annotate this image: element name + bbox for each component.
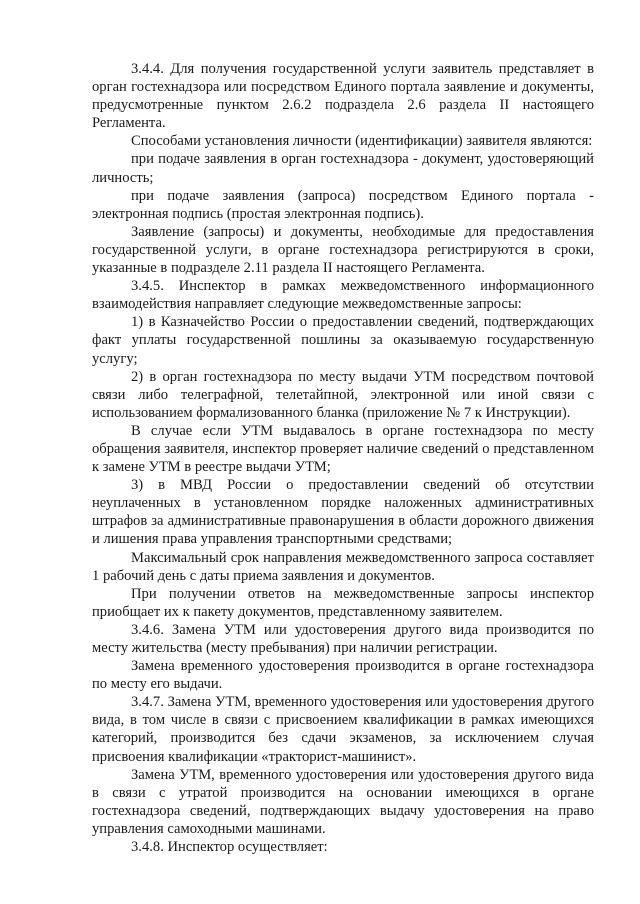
paragraph-same-office-case: В случае если УТМ выдавалось в органе гостехнадзора по месту обращения заявителя, инспектор проверяет наличие сведений о представленном к замене УТМ в реестре выдачи УТМ; bbox=[92, 422, 594, 476]
paragraph-identification-methods: Способами установления личности (идентификации) заявителя являются: bbox=[131, 133, 593, 150]
paragraph-responses: При получении ответов на межведомственные запросы инспектор приобщает их к пакету документов, представленному заявителем. bbox=[92, 585, 594, 620]
paragraph-identification-office: при подаче заявления в орган гостехнадзора - документ, удостоверяющий личность; bbox=[92, 151, 594, 186]
document-page bbox=[92, 60, 594, 856]
paragraph-3-4-5: 3.4.5. Инспектор в рамках межведомственного информационного взаимодействия направляет следующие межведомственные запросы: bbox=[92, 278, 594, 313]
paragraph-request-treasury: 1) в Казначейство России о предоставлении сведений, подтверждающих факт уплаты государственной пошлины за оказываемую государственную услугу; bbox=[92, 314, 594, 367]
paragraph-request-gostekhnadzor: 2) в орган гостехнадзора по месту выдачи УТМ посредством почтовой связи либо телеграфной, телетайпной, электронной или иной связи с использованием формализованного бланка (приложение № 7 к Инструкции). bbox=[92, 368, 594, 421]
paragraph-temporary-replacement: Замена временного удостоверения производится в органе гостехнадзора по месту его выдачи. bbox=[92, 658, 594, 693]
paragraph-registration: Заявление (запросы) и документы, необходимые для предоставления государственной услуги, в органе гостехнадзора регистрируются в сроки, указанные в подразделе 2.11 раздела II настоящего Регламента. bbox=[92, 223, 594, 277]
paragraph-max-term: Максимальный срок направления межведомственного запроса составляет 1 рабочий день с даты приема заявления и документов. bbox=[92, 549, 594, 584]
paragraph-3-4-7: 3.4.7. Замена УТМ, временного удостоверения или удостоверения другого вида, в том числе в связи с присвоением квалификации в рамках имеющихся категорий, производится без сдачи экзаменов, за исключением случая присвоения квалификации «тракторист-машинист». bbox=[92, 694, 594, 765]
paragraph-3-4-4: 3.4.4. Для получения государственной услуги заявитель представляет в орган гостехнадзора или посредством Единого портала заявление и документы, предусмотренные пунктом 2.6.2 подраздела 2.6 раздела II настоящего Регламента. bbox=[92, 61, 594, 132]
paragraph-3-4-8: 3.4.8. Инспектор осуществляет: bbox=[131, 839, 328, 856]
paragraph-loss-replacement: Замена УТМ, временного удостоверения или удостоверения другого вида в связи с утратой производится на основании имеющихся в органе гостехнадзора сведений, подтверждающих выдачу удостоверения на право управления самоходными машинами. bbox=[92, 766, 594, 837]
paragraph-request-mvd: 3) в МВД России о предоставлении сведений об отсутствии неуплаченных в установленном порядке наложенных административных штрафов за административные правонарушения в области дорожного движения и лишения права управления транспортными средствами; bbox=[92, 477, 594, 548]
paragraph-identification-portal: при подаче заявления (запроса) посредством Единого портала - электронная подпись (простая электронная подпись). bbox=[92, 187, 594, 222]
paragraph-3-4-6: 3.4.6. Замена УТМ или удостоверения другого вида производится по месту жительства (месту пребывания) при наличии регистрации. bbox=[92, 621, 594, 656]
